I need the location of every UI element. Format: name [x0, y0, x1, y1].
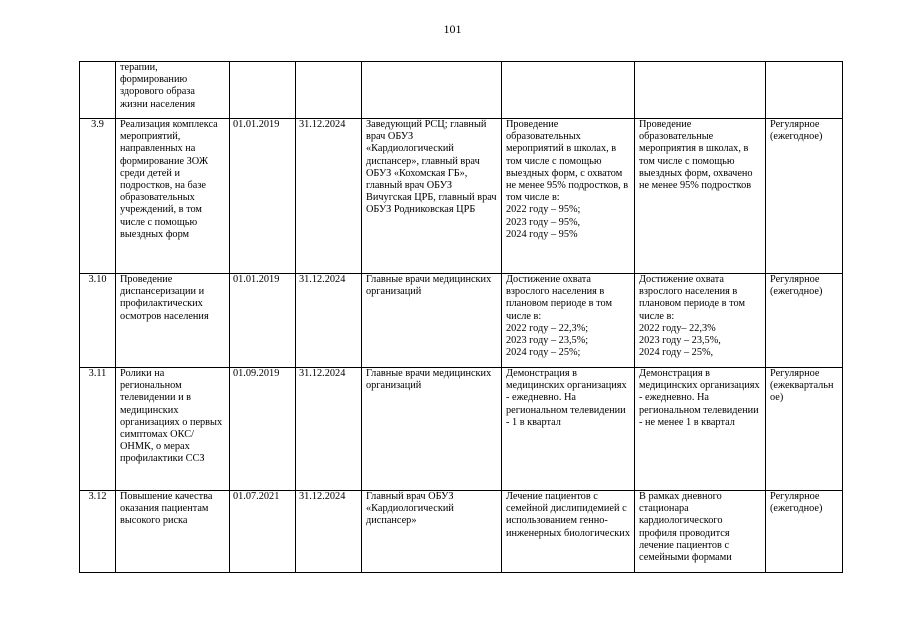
- indicator-year-line: 2024 году – 95%: [506, 228, 578, 240]
- row-number-cell: 3.9: [80, 119, 116, 274]
- table-row: [80, 274, 843, 368]
- activity-title-cell: Реализация комплекса мероприятий, направленных на формирование ЗОЖ среди детей и подростков, на базе образовательных учреждений, в том числе с помощью выездных форм: [116, 119, 230, 274]
- result-year-line: 2024 году – 25%,: [639, 347, 714, 359]
- page-number: 101: [443, 22, 462, 36]
- indicator-year-line: 2023 году – 23,5%;: [506, 335, 589, 347]
- activity-title-cell: Повышение качества оказания пациентам высокого риска: [116, 491, 230, 573]
- result-cell: [635, 274, 766, 368]
- result-year-line: 2023 году – 23,5%,: [639, 335, 721, 347]
- table-row: [80, 368, 843, 491]
- responsible-cell: Главные врачи медицинских организаций: [362, 368, 502, 491]
- frequency-cell: Регулярное (ежегодное): [766, 119, 843, 274]
- result-year-line: 2022 году– 22,3%: [639, 322, 716, 334]
- activity-title-cell: Проведение диспансеризации и профилактических осмотров населения: [116, 274, 230, 368]
- start-date-cell: [230, 62, 296, 119]
- indicator-year-line: 2022 году – 22,3%;: [506, 322, 589, 334]
- indicator-cell: Лечение пациентов с семейной дислипидемией с использованием генно-инженерных биологических: [502, 491, 635, 573]
- responsible-cell: Главный врач ОБУЗ «Кардиологический диспансер»: [362, 491, 502, 573]
- end-date-cell: 31.12.2024: [296, 491, 362, 573]
- end-date-cell: 31.12.2024: [296, 119, 362, 274]
- frequency-cell: Регулярное (ежеквартальное): [766, 368, 843, 491]
- end-date-cell: 31.12.2024: [296, 368, 362, 491]
- indicator-text: Проведение образовательных мероприятий в школах, в том числе с помощью выездных форм, с охватом не менее 95% подростков, в том числе в:: [506, 119, 629, 204]
- frequency-cell: Регулярное (ежегодное): [766, 491, 843, 573]
- table-row: [80, 62, 843, 119]
- indicator-cell: [502, 119, 635, 274]
- start-date-cell: 01.01.2019: [230, 119, 296, 274]
- frequency-cell: Регулярное (ежегодное): [766, 274, 843, 368]
- table-row: [80, 491, 843, 573]
- row-number-cell: 3.11: [80, 368, 116, 491]
- result-cell: В рамках дневного стационара кардиологического профиля проводится лечение пациентов с семейными формами: [635, 491, 766, 573]
- activity-title-cell: терапии, формированию здорового образа жизни населения: [116, 62, 230, 119]
- indicator-cell: Демонстрация в медицинских организациях - ежедневно. На региональном телевидении - 1 в квартал: [502, 368, 635, 491]
- start-date-cell: 01.09.2019: [230, 368, 296, 491]
- row-number-cell: 3.12: [80, 491, 116, 573]
- result-text: Достижение охвата взрослого населения в плановом периоде в том числе в:: [639, 274, 745, 322]
- indicator-year-line: 2023 году – 95%,: [506, 216, 581, 228]
- result-cell: Демонстрация в медицинских организациях - ежедневно. На региональном телевидении - не менее 1 в квартал: [635, 368, 766, 491]
- responsible-cell: Заведующий РСЦ; главный врач ОБУЗ «Кардиологический диспансер», главный врач ОБУЗ «Кохомская ГБ», главный врач ОБУЗ Вичугская ЦРБ, главный врач ОБУЗ Родниковская ЦРБ: [362, 119, 502, 274]
- start-date-cell: 01.07.2021: [230, 491, 296, 573]
- start-date-cell: 01.01.2019: [230, 274, 296, 368]
- result-cell: Проведение образовательные мероприятия в школах, в том числе с помощью выездных форм, охвачено не менее 95% подростков: [635, 119, 766, 274]
- row-number-cell: [80, 62, 116, 119]
- activity-title-cell: Ролики на региональном телевидении и в медицинских организациях о первых симптомах ОКС/ОНМК, о мерах профилактики ССЗ: [116, 368, 230, 491]
- row-number-cell: 3.10: [80, 274, 116, 368]
- result-cell: [635, 62, 766, 119]
- frequency-cell: [766, 62, 843, 119]
- table-row: [80, 119, 843, 274]
- indicator-cell: [502, 62, 635, 119]
- indicator-year-line: 2022 году – 95%;: [506, 204, 581, 216]
- indicator-year-line: 2024 году – 25%;: [506, 347, 581, 359]
- responsible-cell: [362, 62, 502, 119]
- indicator-cell: [502, 274, 635, 368]
- end-date-cell: 31.12.2024: [296, 274, 362, 368]
- indicator-text: Достижение охвата взрослого населения в плановом периоде в том числе в:: [506, 274, 612, 322]
- responsible-cell: Главные врачи медицинских организаций: [362, 274, 502, 368]
- activity-plan-table: [79, 61, 843, 573]
- end-date-cell: [296, 62, 362, 119]
